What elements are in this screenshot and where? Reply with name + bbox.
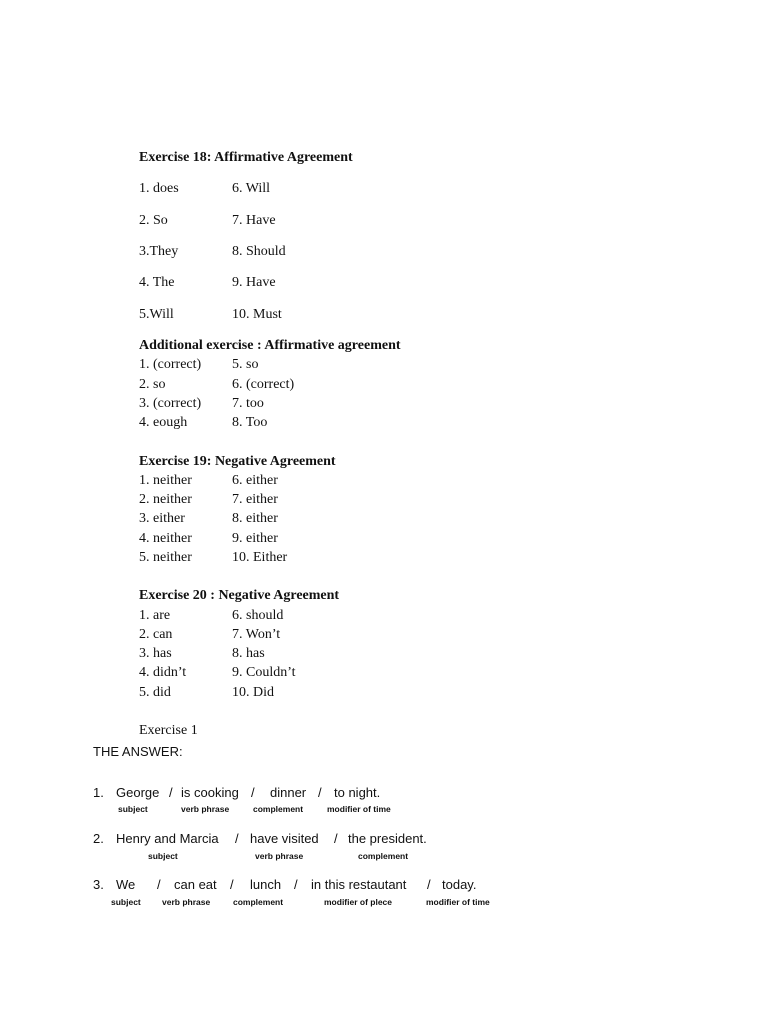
ex20-answer-6: 6. should (232, 608, 284, 623)
exercise-20-heading: Exercise 20 : Negative Agreement (139, 588, 340, 603)
sentence-3-slash: / (157, 877, 161, 892)
ex18-answer-2: 2. So (139, 213, 168, 228)
additional-answer-2: 2. so (139, 377, 166, 392)
ex19-answer-3: 3. either (139, 511, 185, 526)
sentence-1-number: 1. (93, 785, 104, 800)
sentence-1-subject: George (116, 785, 160, 800)
additional-answer-8: 8. Too (232, 415, 268, 430)
sentence-1-modifier: to night. (334, 785, 381, 800)
sentence-3-subject: We (116, 877, 136, 892)
ex18-answer-4: 4. The (139, 275, 175, 290)
sentence-3-label-modifier-time: modifier of time (426, 897, 490, 907)
ex20-answer-8: 8. has (232, 646, 265, 661)
sentence-3-slash: / (294, 877, 298, 892)
sentence-2-verb-phrase: have visited (250, 831, 319, 846)
sentence-2-slash: / (334, 831, 338, 846)
sentence-1-label-modifier: modifier of time (327, 804, 391, 814)
ex18-answer-6: 6. Will (232, 181, 271, 196)
ex18-answer-1: 1. does (139, 181, 179, 196)
ex19-answer-4: 4. neither (139, 531, 192, 546)
ex19-answer-8: 8. either (232, 511, 278, 526)
sentence-2-slash: / (235, 831, 239, 846)
sentence-1-verb-phrase: is cooking (181, 785, 239, 800)
ex18-answer-5: 5.Will (139, 307, 174, 322)
sentence-2-subject: Henry and Marcia (116, 831, 219, 846)
sentence-3-label-subject: subject (111, 897, 141, 907)
sentence-3-number: 3. (93, 877, 104, 892)
sentence-2-label-subject: subject (148, 851, 178, 861)
ex20-answer-9: 9. Couldn’t (232, 665, 296, 680)
exercise-18-heading: Exercise 18: Affirmative Agreement (139, 150, 353, 165)
sentence-2-label-complement: complement (358, 851, 409, 861)
sentence-3-modifier-time: today. (442, 877, 477, 892)
ex19-answer-7: 7. either (232, 492, 278, 507)
ex18-answer-3: 3.They (139, 244, 179, 259)
ex20-answer-2: 2. can (139, 627, 173, 642)
ex20-answer-3: 3. has (139, 646, 172, 661)
ex19-answer-2: 2. neither (139, 492, 192, 507)
sentence-3-label-modifier-place: modifier of plece (324, 897, 393, 907)
ex19-answer-10: 10. Either (232, 550, 288, 565)
additional-answer-7: 7. too (232, 396, 264, 411)
sentence-3-modifier-place: in this restautant (311, 877, 407, 892)
answer-label: THE ANSWER: (93, 744, 183, 759)
ex19-answer-9: 9. either (232, 531, 278, 546)
sentence-2-complement: the president. (348, 831, 427, 846)
sentence-1-slash: / (251, 785, 255, 800)
ex20-answer-1: 1. are (139, 608, 171, 623)
sentence-3-label-verb-phrase: verb phrase (162, 897, 211, 907)
additional-exercise-heading: Additional exercise : Affirmative agreement (139, 338, 401, 353)
sentence-3-verb-phrase: can eat (174, 877, 217, 892)
sentence-2-number: 2. (93, 831, 104, 846)
ex18-answer-7: 7. Have (232, 213, 276, 228)
sentence-1-label-complement: complement (253, 804, 304, 814)
ex19-answer-1: 1. neither (139, 473, 192, 488)
sentence-2-label-verb-phrase: verb phrase (255, 851, 304, 861)
sentence-3-slash: / (427, 877, 431, 892)
additional-answer-5: 5. so (232, 357, 259, 372)
ex20-answer-5: 5. did (139, 685, 171, 700)
sentence-3-slash: / (230, 877, 234, 892)
additional-answer-4: 4. eough (139, 415, 188, 430)
exercise-1-heading: Exercise 1 (139, 723, 198, 738)
sentence-3-complement: lunch (250, 877, 282, 892)
sentence-1-label-subject: subject (118, 804, 148, 814)
ex18-answer-9: 9. Have (232, 275, 276, 290)
ex19-answer-6: 6. either (232, 473, 278, 488)
ex18-answer-8: 8. Should (232, 244, 286, 259)
ex19-answer-5: 5. neither (139, 550, 192, 565)
sentence-1-slash: / (169, 785, 173, 800)
sentence-1-complement: dinner (270, 785, 307, 800)
additional-answer-3: 3. (correct) (139, 396, 202, 411)
ex20-answer-4: 4. didn’t (139, 665, 187, 680)
additional-answer-1: 1. (correct) (139, 357, 202, 372)
ex20-answer-7: 7. Won’t (232, 627, 281, 642)
additional-answer-6: 6. (correct) (232, 377, 295, 392)
ex18-answer-10: 10. Must (232, 307, 282, 322)
sentence-1-label-verb-phrase: verb phrase (181, 804, 230, 814)
exercise-19-heading: Exercise 19: Negative Agreement (139, 454, 336, 469)
sentence-3-label-complement: complement (233, 897, 284, 907)
ex20-answer-10: 10. Did (232, 685, 274, 700)
sentence-1-slash: / (318, 785, 322, 800)
